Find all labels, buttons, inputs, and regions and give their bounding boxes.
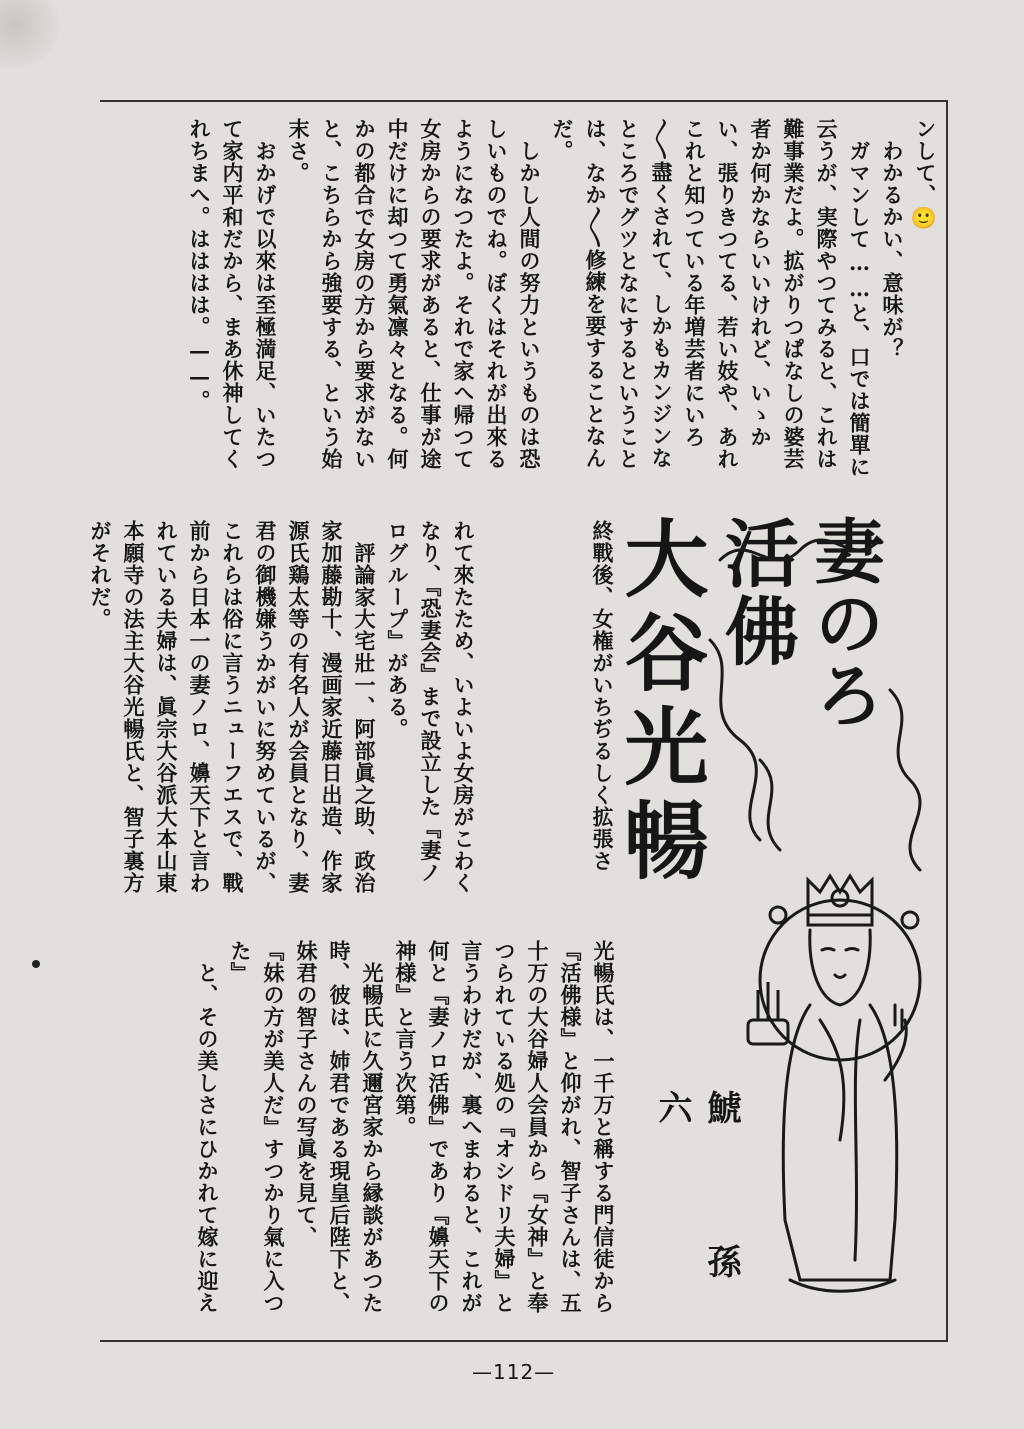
body-text-upper-left: れて來たため、いよいよ女房がこわくなり、『恐妻会』まで設立した『妻ノログループ』がある。 評論家大宅壯一、阿部眞之助、政治家加藤勘十、漫画家近藤日出造、作家源氏鶏太等の有名人が会員となり、妻君の御機嫌うかがいに努めているが、これらは俗に言うニューフエスで、戰前から日本一の妻ノロ、嬶天下と言われている夫婦は、眞宗大谷派大本山東本願寺の法主大谷光暢氏と、智子裏方がそれだ。 [88, 520, 476, 894]
buddha-illustration [690, 520, 940, 1300]
author-name: 鯱 孫 六 [652, 1090, 741, 1318]
paper-stain [0, 0, 60, 70]
ink-speck [32, 960, 40, 968]
body-text-lower: 光暢氏は、一千万と稱する門信徒から『活佛様』と仰がれ、智子さんは、五十万の大谷婦人会員から『女神』と奉つられている処の『オシドリ夫婦』と言うわけだが、裏へまわると、これが何と『妻ノロ活佛』であり『嬶天下の神様』と言う次第。 光暢氏に久邇宮家から縁談があつた時、彼は、姉君である現皇后陛下と、妹君の智子さんの写眞を見て、 『妹の方が美人だ』すつかり氣に入つた』 と、その美しさにひかれて嫁に迎え [195, 940, 616, 1314]
page-number: —112— [472, 1360, 556, 1384]
title-line-1: 妻のろ [803, 515, 885, 731]
title-line-2: 活佛 [713, 515, 799, 671]
body-text-upper-right: ンして、🙂 わかるかい、意味が？ ガマンして……と、口では簡單に云うが、実際やつてみると、これは難事業だよ。拡がりつぱなしの婆芸者か何かならいいけれど、いゝかい、張りきつてる、若い妓や、あれこれと知つている年増芸者にいろ〳〵盡くされて、しかもカンジンなところでグツとなにするということは、なか〳〵修練を要することなんだ。 しかし人間の努力というものは恐しいものでね。ぼくはそれが出來るようになつたよ。それで家へ帰つて女房からの要求があると、仕事が途中だけに却つて勇氣凛々となる。何かの都合で女房の方から要求がないと、こちらから強要する、という始末さ。 おかげで以來は至極満足、いたつて家内平和だから、まあ休神してくれちまへ。はははは。——。 [187, 118, 938, 478]
title-line-3: 大谷光暢 [611, 515, 709, 891]
body-text-fragment: 終戰後、女権がいちぢるしく拡張さ [590, 520, 615, 872]
